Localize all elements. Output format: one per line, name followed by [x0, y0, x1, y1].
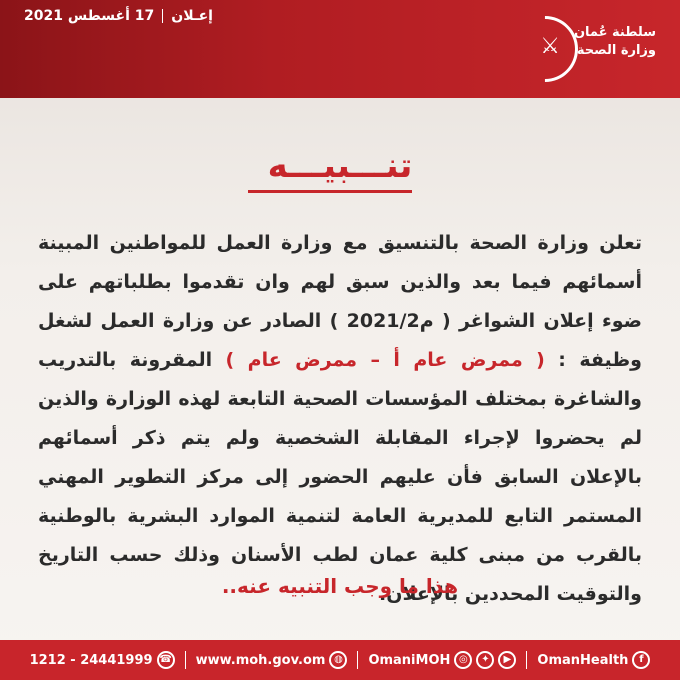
page-title: تنـــبيـــه [267, 146, 413, 186]
announcement-date: 17 أغسطس 2021 [24, 8, 155, 24]
facebook-icon: f [632, 651, 650, 669]
phone-icon: ☎ [157, 651, 175, 669]
announcement-body [38, 224, 642, 614]
khanjar-icon: ⚔ [540, 34, 560, 59]
facebook-link[interactable] [537, 651, 650, 669]
twitter-icon: ✦ [476, 651, 494, 669]
date-label [24, 8, 213, 24]
body-text-part-2: المقرونة بالتدريب والشاغرة بمختلف المؤسسات الصحية التابعة لهذه الوزارة والذين لم يحضروا لإجراء المقابلة الشخصية ولم يتم ذكر أسمائهم بالإعلان السابق فأن عليهم الحضور إلى مركز التطوير المهني المستمر التابع للمديرية العامة لتنمية الموارد البشرية بالوطنية بالقرب من مبنى كلية عمان لطب الأسنان وذلك حسب التاريخ والتوقيت المحددين بالإعلان. [38, 349, 642, 605]
web-icon: ◍ [329, 651, 347, 669]
website-url: www.moh.gov.om [195, 652, 326, 668]
footer-divider [526, 651, 527, 669]
closing-line: هذا ما وجب التنبيه عنه.. [221, 574, 459, 598]
job-title-highlight: ( ممرض عام أ – ممرض عام ) [225, 349, 545, 371]
instagram-icon: ◎ [454, 651, 472, 669]
facebook-handle: OmanHealth [537, 652, 629, 668]
footer-bar [0, 640, 680, 680]
announcement-label: إعـلان [171, 8, 213, 24]
social-handle: OmaniMOH [368, 652, 451, 668]
header-bar [0, 0, 680, 98]
footer-divider [357, 651, 358, 669]
date-separator [162, 9, 163, 23]
title-underline [248, 190, 412, 193]
body-text-part-1: تعلن وزارة الصحة بالتنسيق مع وزارة العمل للمواطنين المبينة أسمائهم فيما بعد والذين سبق لهم وان تقدموا بطلباتهم على ضوء إعلان الشواغر ( م2021/2 ) الصادر عن وزارة العمل لشغل وظيفة : [38, 232, 642, 371]
website-link[interactable] [196, 651, 348, 669]
ministry-line-2: وزارة الصحة [576, 43, 656, 58]
ministry-line-1: سلطنة عُمان [573, 25, 656, 40]
youtube-icon: ▶ [498, 651, 516, 669]
phone-number: 1212 - 24441999 [29, 652, 153, 668]
ministry-name [566, 24, 656, 60]
phone-contact[interactable] [30, 651, 175, 669]
footer-divider [185, 651, 186, 669]
ministry-logo [506, 10, 656, 80]
social-accounts[interactable] [368, 651, 516, 669]
